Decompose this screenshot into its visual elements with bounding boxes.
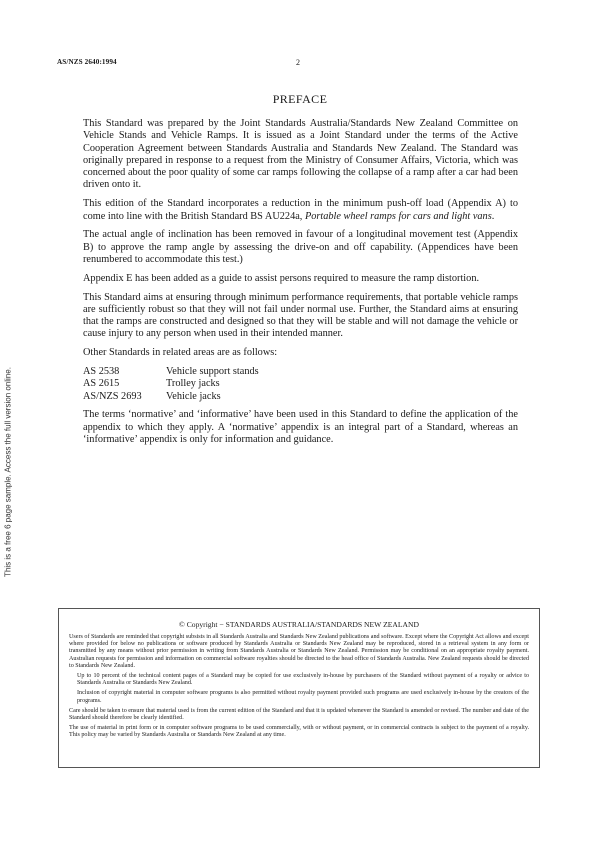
copyright-paragraph-3: Inclusion of copyright material in computer software programs is also permitted without royalty payment provided such programs are used exclusively in-house by the creators of the programs. [77,690,529,704]
preface-paragraph-5: This Standard aims at ensuring through minimum performance requirements, that portable vehicle ramps are sufficiently robust so that they will not fail under normal use. Further, the Standard aims at ensuring that the ramps are constructed and designed so that they will be stable and will not damage the vehicle or cause injury to any person when used in their intended manner. [83,291,518,340]
related-standard-row [83,391,518,403]
preface-paragraph-3: The actual angle of inclination has been removed in favour of a longitudinal movement test (Appendix B) to approve the ramp angle by assessing the drive-on and off capability. (Appendices have been renumbered to accommodate this test.) [83,229,518,265]
related-standard-title: Trolley jacks [166,378,220,390]
copyright-heading: © Copyright − STANDARDS AUSTRALIA/STANDARDS NEW ZEALAND [179,620,419,629]
copyright-notice-box [58,608,540,768]
copyright-paragraph-5: The use of material in print form or in computer software programs to be used commercially, with or without payment, or in commercial contracts is subject to the payment of a royalty. This policy may be varied by Standards Australia or Standards New Zealand at any time. [69,725,529,739]
preface-paragraph-2 [83,198,518,223]
related-standards-list [83,366,518,403]
related-standard-title: Vehicle support stands [166,366,259,378]
preface-paragraph-2-text: This edition of the Standard incorporates a reduction in the minimum push-off load (Appendix A) to come into line with the British Standard BS AU224a, [83,198,518,222]
standard-code: AS/NZS 2640:1994 [57,58,117,66]
copyright-paragraph-1: Users of Standards are reminded that copyright subsists in all Standards Australia and Standards New Zealand publications and software. Except where the Copyright Act allows and except where provided for below no publications or software produced by Standards Australia or Standards New Zealand may be reproduced, stored in a retrieval system in any form or transmitted by any means without prior permission in writing from Standards Australia or Standards New Zealand. Permission may be conditional on an appropriate royalty payment. Australian requests for permission and information on commercial software royalties should be directed to the head office of Standards Australia. New Zealand requests should be directed to Standards New Zealand. [69,634,529,669]
preface-title: PREFACE [272,92,328,106]
related-standard-code: AS/NZS 2693 [83,390,142,402]
related-standard-title: Vehicle jacks [166,390,221,402]
preface-body [83,118,518,453]
related-standard-row [83,366,518,378]
preface-paragraph-1: This Standard was prepared by the Joint Standards Australia/Standards New Zealand Committee on Vehicle Stands and Vehicle Ramps. It is issued as a Joint Standard under the terms of the Active Cooperation Agreement between Standards Australia and Standards New Zealand. The Standard was originally prepared in response to a request from the Ministry of Consumer Affairs, Victoria, which was concerned about the poor quality of some car ramps following the collapse of a ramp after a car had been driven onto it. [83,118,518,191]
related-standard-code: AS 2615 [83,378,120,390]
preface-paragraph-7: The terms ‘normative’ and ‘informative’ have been used in this Standard to define the application of the appendix to which they apply. A ‘normative’ appendix is an integral part of a Standard, whereas an ‘informative’ appendix is only for information and guidance. [83,409,518,446]
copyright-paragraph-2: Up to 10 percent of the technical content pages of a Standard may be copied for use exclusively in-house by purchasers of the Standard without payment of a royalty or advice to Standards Australia or Standards New Zealand. [77,673,529,687]
related-standard-code: AS 2538 [83,366,120,378]
referenced-standard-title: Portable wheel ramps for cars and light vans [304,210,492,222]
sample-side-note [1,322,15,622]
copyright-paragraph-4: Care should be taken to ensure that material used is from the current edition of the Standard and that it is updated whenever the Standard is amended or revised. The number and date of the Standard should therefore be clearly identified. [69,707,529,722]
sample-side-note-text: This is a free 6 page sample. Access the full version online. [3,367,13,577]
related-standard-row [83,378,518,390]
preface-paragraph-4: Appendix E has been added as a guide to assist persons required to measure the ramp distortion. [83,272,480,284]
preface-paragraph-6: Other Standards in related areas are as follows: [83,347,278,359]
page-number: 2 [296,58,300,67]
preface-paragraph-2-end: . [491,210,495,222]
